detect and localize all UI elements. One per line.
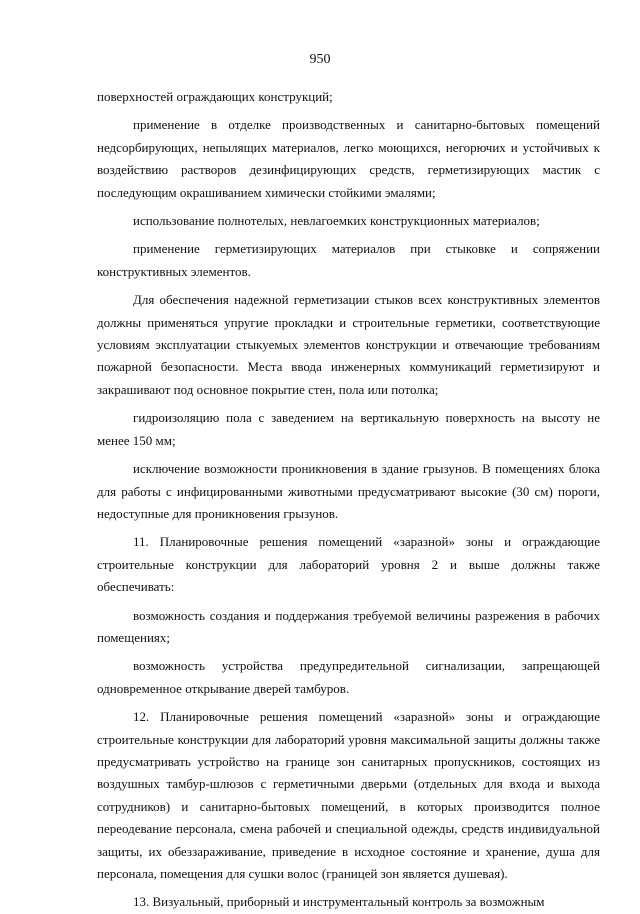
paragraph: 13. Визуальный, приборный и инструментальный контроль за возможным bbox=[133, 894, 545, 910]
paragraph: использование полнотелых, невлагоемких конструкционных материалов; bbox=[133, 213, 540, 229]
paragraph: возможность создания и поддержания требуемой величины разрежения в рабочих помещениях; bbox=[97, 607, 600, 645]
paragraph: 11. Планировочные решения помещений «заразной» зоны и ограждающие строительные конструкции для лабораторий уровня 2 и выше должны также обеспечивать: bbox=[97, 534, 600, 595]
page-number: 950 bbox=[309, 52, 331, 67]
paragraph: применение в отделке производственных и санитарно-бытовых помещений недсорбирующих, непылящих материалов, легко моющихся, негорючих и устойчивых к воздействию растворов дезинфицирующих средств, герметизирующих мастик с последующим окрашиванием химически стойкими эмалями; bbox=[97, 117, 600, 200]
paragraph: применение герметизирующих материалов при стыковке и сопряжении конструктивных элементов. bbox=[97, 241, 600, 279]
paragraph: исключение возможности проникновения в здание грызунов. В помещениях блока для работы с инфицированными животными предусматривают высокие (30 см) пороги, недоступные для проникновения грызунов. bbox=[97, 461, 600, 521]
paragraph: поверхностей ограждающих конструкций; bbox=[97, 89, 333, 104]
paragraph: 12. Планировочные решения помещений «заразной» зоны и ограждающие строительные конструкции для лабораторий уровня максимальной защиты должны также предусматривать устройство на границе зон санитарных пропускников, состоящих из воздушных тамбур-шлюзов с герметичными дверьми (отдельных для входа и выхода сотрудников) и санитарно-бытовых помещений, в которых производится полное переодевание персонала, смена рабочей и специальной одежды, средств индивидуальной защиты, их обеззараживание, приведение в исходное состояние и хранение, душа для персонала, помещения для сушки волос (границей зон является душевая). bbox=[97, 709, 600, 881]
document-body bbox=[97, 86, 600, 914]
paragraph: гидроизоляцию пола с заведением на вертикальную поверхность на высоту не менее 150 мм; bbox=[97, 410, 600, 448]
paragraph: Для обеспечения надежной герметизации стыков всех конструктивных элементов должны применяться упругие прокладки и строительные герметики, соответствующие условиям эксплуатации стыкуемых элементов конструкции и отвечающие требованиям пожарной безопасности. Места ввода инженерных коммуникаций герметизируют и закрашивают под основное покрытие стен, пола или потолка; bbox=[97, 292, 600, 397]
paragraph: возможность устройства предупредительной сигнализации, запрещающей одновременное открывание дверей тамбуров. bbox=[97, 658, 600, 696]
